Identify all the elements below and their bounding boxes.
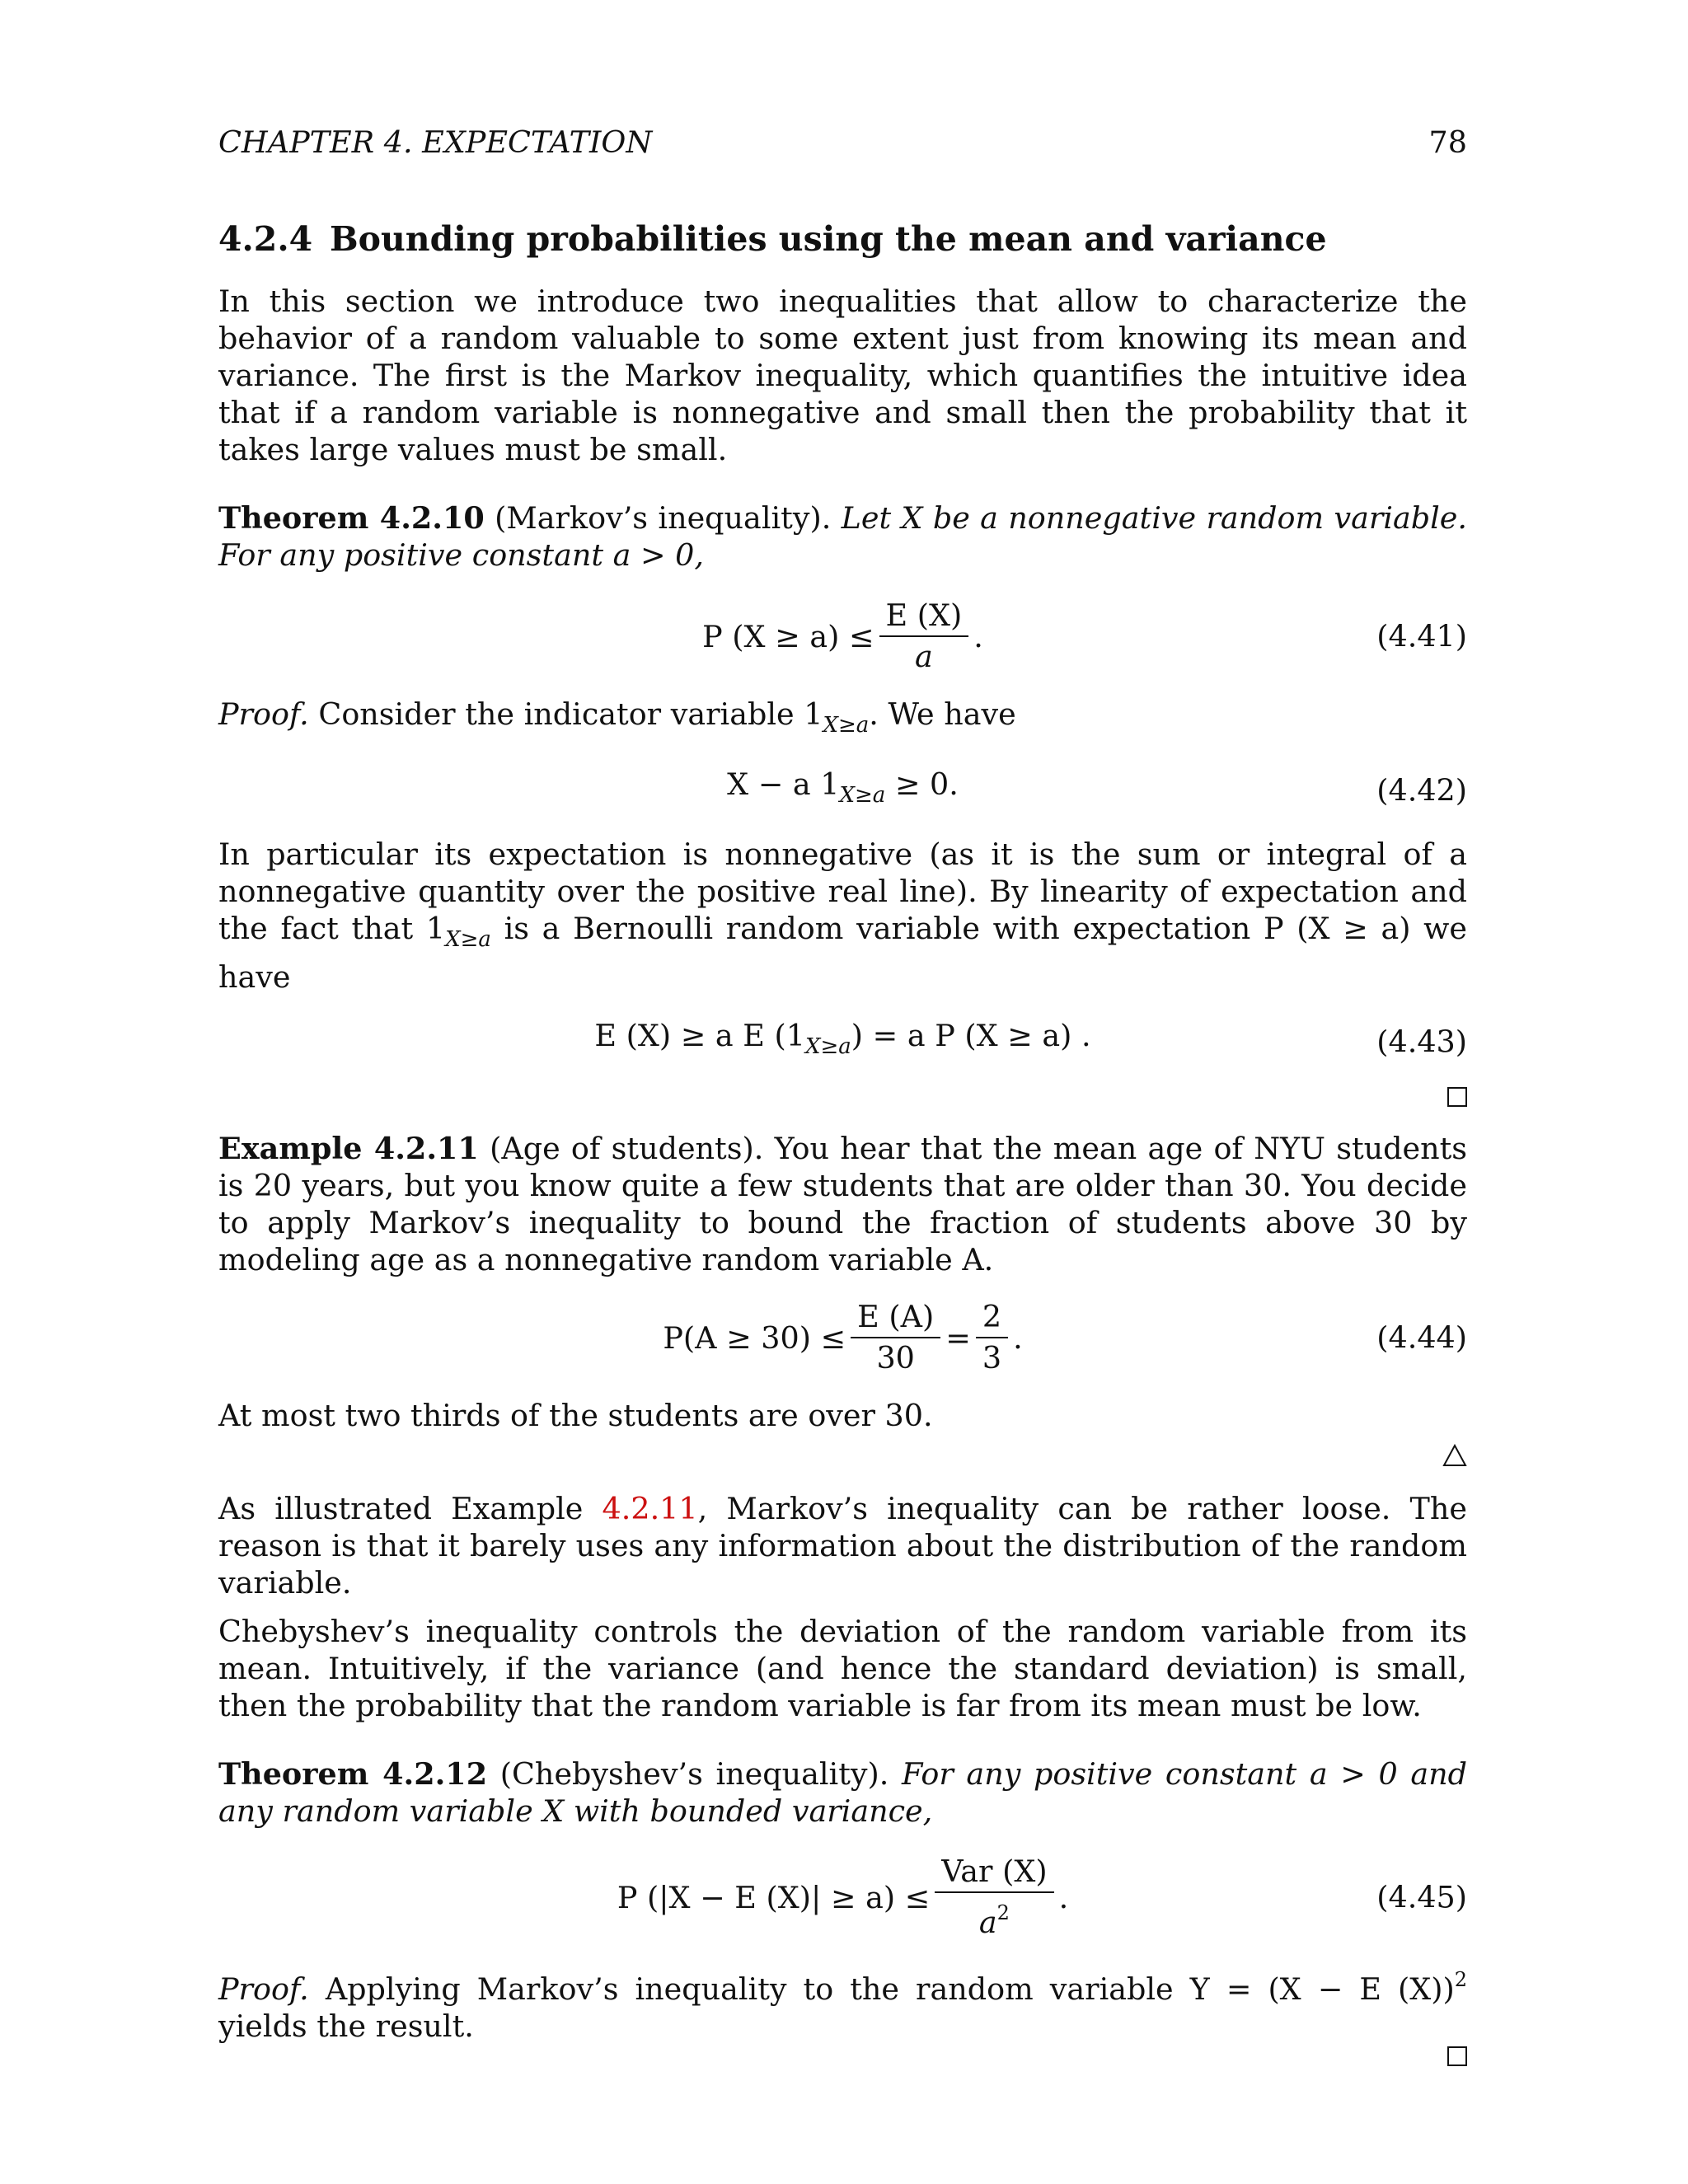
eq-body [727,766,959,814]
chebyshev-intro-paragraph: Chebyshev’s inequality controls the deviation of the random variable from its mean. Intuitively, if the variance (and hence the standard deviation) is small, then the probability that the random variable is far from its mean must be low. [218,1614,1467,1723]
equation-4-45 [218,1854,1467,1940]
proof-label: Proof. [218,1971,309,2007]
example-age [218,1130,1467,1278]
proof-text: yields the result. [218,2008,474,2044]
theorem-statement: Let X be a nonnegative random variable. For any positive constant a > 0, [218,500,1467,573]
eq-lhs: P (X ≥ a) ≤ [702,618,874,654]
eq-pre: X − a 1 [727,766,840,802]
equation-4-42 [218,766,1467,814]
section-title: Bounding probabilities using the mean and variance [330,219,1327,259]
eq-body [594,1017,1090,1066]
example-reference-link[interactable]: 4.2.11 [602,1491,698,1526]
eq-denominator: a [914,639,933,674]
theorem-label: Theorem 4.2.12 [218,1756,488,1792]
proof-label: Proof. [218,696,309,732]
eq-denominator [973,1893,1016,1940]
eq-post: ) = a P (X ≥ a) . [851,1018,1091,1053]
eq-fraction [976,1300,1008,1376]
example-conclusion: At most two thirds of the students are over 30. [218,1398,933,1433]
eq-post: ≥ 0. [885,766,959,802]
eq-fraction [851,1300,940,1376]
equation-number: (4.44) [1376,1319,1467,1356]
subscript: X≥a [823,713,870,738]
equation-4-43 [218,1017,1467,1066]
superscript: 2 [996,1901,1010,1924]
eq-denominator: 30 [876,1340,915,1376]
theorem-name: (Chebyshev’s inequality). [499,1756,889,1792]
eq-numerator: E (A) [851,1300,940,1338]
eq-numerator: 2 [976,1300,1008,1338]
theorem-statement: For any positive constant a > 0 and any random variable X with bounded variance, [218,1756,1467,1829]
paragraph-text: is a Bernoulli random variable with expectation P (X ≥ a) we have [218,911,1467,995]
intro-paragraph: In this section we introduce two inequalities that allow to characterize the behavior of a random valuable to some extent just from knowing its mean and variance. The first is the Markov inequality, which quantifies the intuitive idea that if a random variable is nonnegative and small then the probability that it takes large values must be small. [218,284,1467,467]
equation-4-44 [218,1300,1467,1376]
subscript: X≥a [445,927,491,952]
chapter-title: CHAPTER 4. EXPECTATION [218,124,653,160]
eq-denominator: 3 [982,1340,1002,1376]
theorem-label: Theorem 4.2.10 [218,500,485,536]
triangle-icon [1442,1444,1467,1467]
eq-numerator: E (X) [879,598,969,637]
equation-number: (4.45) [1376,1879,1467,1915]
paragraph-text: In particular its expectation is nonnegative (as it is the sum or integral of a nonnegative quantity over the positive real line). By linearity of expectation and the fact that 1 [218,837,1467,946]
paragraph-text: , Markov’s inequality can be rather loose. The reason is that it barely uses any information about the distribution of the random variable. [218,1491,1467,1601]
example-text: You hear that the mean age of NYU students is 20 years, but you know quite a few students that are older than 30. You decide to apply Markov’s inequality to bound the fraction of students above 30 by modeling age as a nonnegative random variable A. [218,1131,1468,1277]
page-number: 78 [1428,124,1467,160]
eq-pre: E (X) ≥ a E (1 [594,1018,805,1053]
eq-fraction [935,1854,1053,1940]
subscript: X≥a [805,1034,851,1059]
looseness-paragraph [218,1490,1467,1601]
qed-symbol [218,2046,1467,2066]
eq-equals: = [945,1319,971,1356]
proof-text: . We have [869,696,1016,732]
proof-markov [218,696,1467,744]
qed-box-icon [1447,2046,1467,2066]
end-of-example [218,1444,1467,1467]
equation-4-41 [218,598,1467,674]
running-header [218,124,1467,161]
eq-lhs: P(A ≥ 30) ≤ [663,1319,846,1356]
proof-text: Consider the indicator variable 1 [318,696,823,732]
linearity-paragraph [218,836,1467,996]
proof-text: Applying Markov’s inequality to the random variable Y = (X − E (X)) [325,1971,1455,2007]
equation-number: (4.41) [1376,618,1467,654]
eq-denominator-base: a [978,1905,997,1940]
paragraph-text: As illustrated Example [218,1491,603,1526]
qed-symbol [218,1087,1467,1107]
eq-lhs: P (|X − E (X)| ≥ a) ≤ [617,1879,931,1915]
page [218,124,1467,2066]
superscript: 2 [1454,1968,1467,1991]
equation-number: (4.43) [1376,1024,1467,1059]
eq-tail: . [973,618,983,654]
subscript: X≥a [839,783,886,808]
eq-tail: . [1013,1319,1023,1356]
theorem-name: (Markov’s inequality). [495,500,832,536]
theorem-markov [218,499,1467,574]
equation-number: (4.42) [1376,772,1467,808]
eq-tail: . [1058,1879,1069,1915]
example-name: (Age of students). [490,1131,764,1166]
section-number: 4.2.4 [218,219,313,259]
qed-box-icon [1447,1087,1467,1107]
example-label: Example 4.2.11 [218,1131,479,1166]
eq-fraction [879,598,969,674]
eq-numerator: Var (X) [935,1854,1053,1893]
theorem-chebyshev [218,1755,1467,1830]
section-heading [218,218,1467,260]
proof-chebyshev [218,1961,1467,2045]
